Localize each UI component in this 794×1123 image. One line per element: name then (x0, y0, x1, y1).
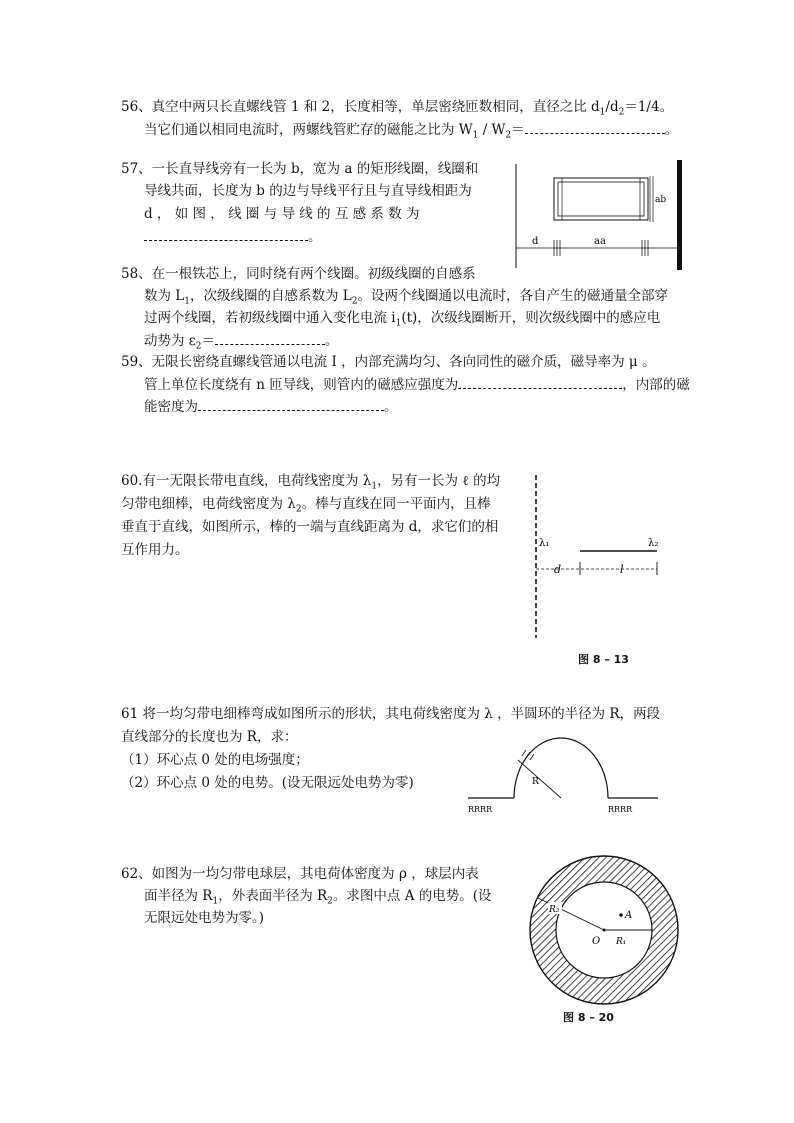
q60-line2: 匀带电细棒，电荷线密度为 $\lambda_2$。棒与直线在同一平面内，且棒 (121, 496, 491, 515)
semicircle-arc (514, 738, 608, 798)
answer-blank-57[interactable] (144, 228, 308, 241)
q62-figure (526, 852, 686, 1012)
label-R2: R₂ (549, 905, 560, 915)
hatch (522, 750, 526, 756)
label-l: l (620, 563, 624, 576)
label-lambda1: λ₁ (539, 538, 550, 549)
label-left: RRRR (468, 805, 493, 814)
label-a: aa (594, 236, 606, 247)
label-d: d (532, 236, 539, 247)
q61-line2: 直线部分的长度也为 R，求： (121, 729, 298, 745)
point-A (619, 913, 623, 917)
q60-line4: 互作用力。 (121, 542, 189, 558)
label-O: O (592, 936, 601, 947)
q60-line3: 垂直于直线，如图所示，棒的一端与直线距离为 d，求它们的相 (121, 519, 499, 535)
q61-line1: 61 将一均匀带电细棒弯成如图所示的形状，其电荷线密度为 λ ，半圆环的半径为 R，两段 (121, 706, 661, 722)
q59-line2: 管上单位长度绕有 n 匝导线，则管内的磁感应强度为 ，内部的磁 (144, 377, 690, 393)
label-R1: R₁ (616, 937, 627, 947)
q60-figure (528, 470, 668, 670)
q57-line4: 。 (144, 228, 322, 245)
margin-bar (677, 160, 682, 270)
q57-line1: 57、一长直导线旁有一长为 b，宽为 a 的矩形线圈，线圈和 (121, 161, 479, 177)
q62-line2: 面半径为 $R_1$，外表面半径为 $R_2$。求图中点 A 的电势。(设 (144, 888, 492, 907)
q57-line2: 导线共面，长度为 b 的边与导线平行且与直导线相距为 (144, 183, 472, 199)
rect-coil-outer (554, 178, 648, 220)
answer-blank-59b[interactable] (198, 398, 384, 411)
answer-blank-56[interactable] (525, 121, 665, 134)
q61-line3: （1）环心点 0 处的电场强度； (121, 752, 309, 768)
q62-line3: 无限远处电势为零。) (144, 910, 265, 926)
q58-line4: 动势为 $\varepsilon_2=$ 。 (144, 333, 339, 352)
hatch (530, 754, 534, 760)
fig-caption-8-20: 图 8 – 20 (563, 1011, 614, 1024)
rect-coil-inner (558, 182, 644, 216)
q60-line1: 60.有一无限长带电直线，电荷线密度为 $\lambda_1$，另有一长为 ℓ 的均 (121, 473, 501, 492)
q62-line1: 62、如图为一均匀带电球层，其电荷体密度为 ρ ，球层内表 (121, 866, 479, 882)
label-b: ab (655, 195, 667, 205)
label-right: RRRR (608, 805, 633, 814)
center-O (603, 929, 606, 932)
label-d: d (554, 563, 562, 576)
q58-line1: 58、在一根铁芯上，同时绕有两个线圈。初级线圈的自感系 (121, 266, 476, 282)
q61-figure (462, 728, 662, 818)
label-A: A (625, 910, 633, 921)
q57-figure (510, 160, 685, 270)
answer-blank-58[interactable] (215, 332, 325, 345)
q59-line3: 能密度为 。 (144, 399, 398, 415)
label-R: R (532, 777, 539, 787)
q57-line3: d ， 如 图 ， 线 圈 与 导 线 的 互 感 系 数 为 (144, 206, 420, 222)
q58-line2: 数为 $L_1$，次级线圈的自感系数为 $L_2$。设两个线圈通以电流时，各自产生的磁通量全部穿 (144, 288, 668, 307)
q56-line1: 56、真空中两只长直螺线管 1 和 2，长度相等，单层密绕匝数相同，直径之比 $d_1/d_2=1/4$。 (121, 99, 674, 118)
hatch (526, 752, 530, 758)
radius-line (518, 760, 561, 798)
q58-line3: 过两个线圈，若初级线圈中通入变化电流 $i_1(t)$，次级线圈断开，则次级线圈中的感应电 (144, 310, 661, 329)
q61-line4: （2）环心点 0 处的电势。(设无限远处电势为零) (121, 775, 414, 791)
label-lambda2: λ₂ (648, 538, 659, 549)
fig-caption-8-13: 图 8 – 13 (578, 653, 629, 666)
q59-line1: 59、无限长密绕直螺线管通以电流 I ，内部充满均匀、各向同性的磁介质，磁导率为 μ 。 (121, 354, 656, 370)
answer-blank-59a[interactable] (458, 376, 622, 389)
q56-line2: 当它们通以相同电流时，两螺线管贮存的磁能之比为 $W_1 / W_2=$ 。 (144, 122, 679, 141)
